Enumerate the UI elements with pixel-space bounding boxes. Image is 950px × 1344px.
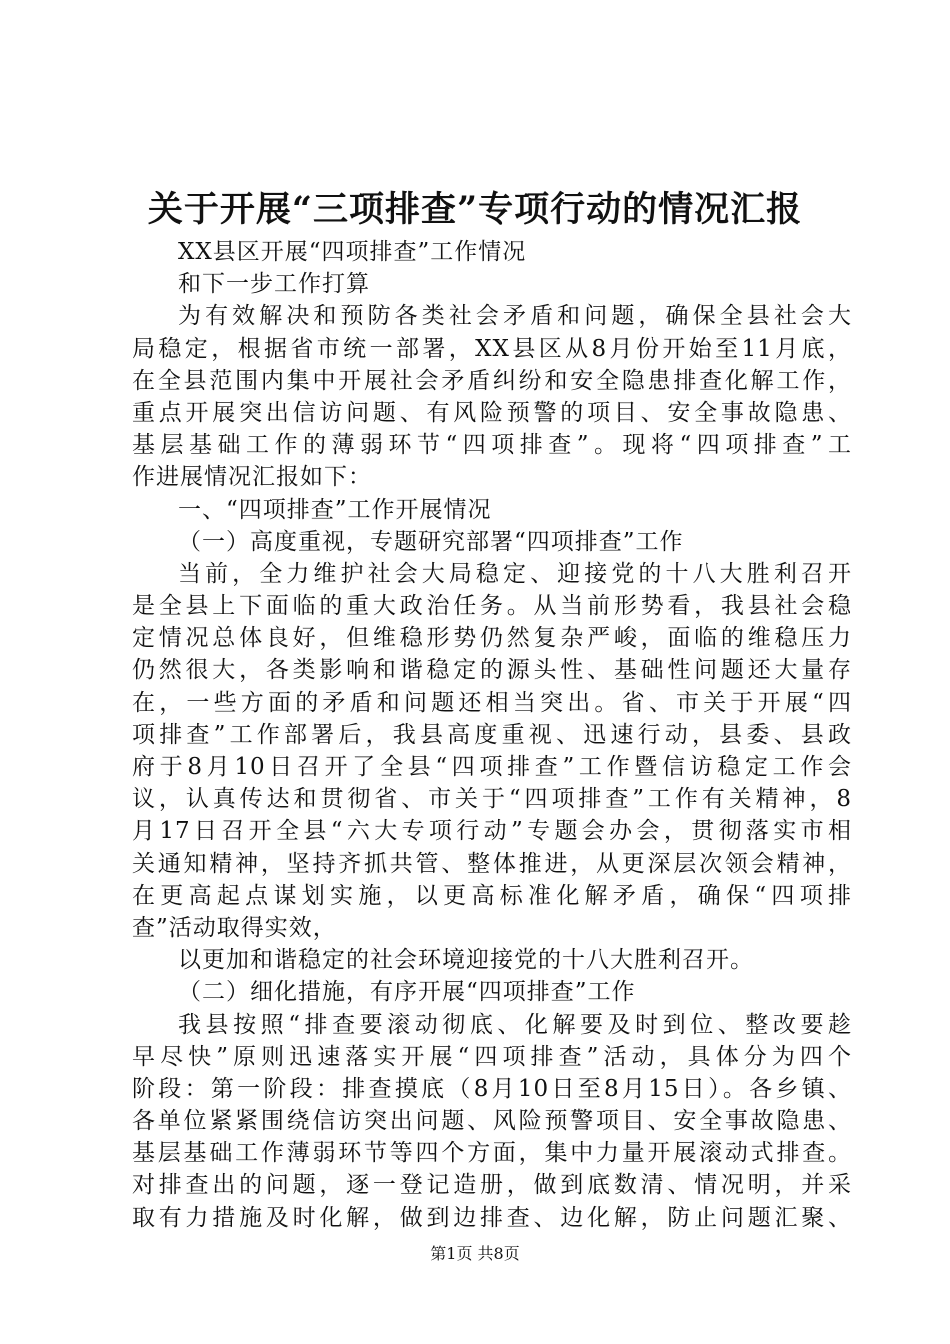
paragraph-line: 议，认真传达和贯彻省、市关于“四项排查”工作有关精神，8 <box>132 786 852 813</box>
paragraph-line: 取有力措施及时化解，做到边排查、边化解，防止问题汇聚、 <box>132 1204 852 1231</box>
page-footer: 第1页 共8页 <box>430 1244 520 1263</box>
paragraph-line: 对排查出的问题，逐一登记造册，做到底数清、情况明，并采 <box>132 1172 852 1199</box>
paragraph-line: 以更加和谐稳定的社会环境迎接党的十八大胜利召开。 <box>178 947 754 974</box>
paragraph-line: 我县按照“排查要滚动彻底、化解要及时到位、整改要趁 <box>178 1011 852 1038</box>
paragraph-line: 项排查”工作部署后，我县高度重视、迅速行动，县委、县政 <box>132 721 852 748</box>
paragraph-line: 局稳定，根据省市统一部署，XX县区从8月份开始至11月底， <box>132 335 852 362</box>
section-heading: 一、“四项排查”工作开展情况 <box>178 496 492 523</box>
subsection-heading: （一）高度重视，专题研究部署“四项排查”工作 <box>178 528 684 555</box>
paragraph-line: 月17日召开全县“六大专项行动”专题会办会，贯彻落实市相 <box>132 818 852 845</box>
paragraph-line: 关通知精神，坚持齐抓共管、整体推进，从更深层次领会精神， <box>132 850 852 877</box>
document-body <box>132 236 852 1234</box>
subtitle-line-2: 和下一步工作打算 <box>178 271 370 298</box>
paragraph-line: 基层基础工作的薄弱环节“四项排查”。现将“四项排查”工 <box>132 432 852 459</box>
paragraph-line: 在全县范围内集中开展社会矛盾纠纷和安全隐患排查化解工作， <box>132 367 852 394</box>
paragraph-line: 在，一些方面的矛盾和问题还相当突出。省、市关于开展“四 <box>132 689 852 716</box>
paragraph-line: 当前，全力维护社会大局稳定、迎接党的十八大胜利召开 <box>178 560 852 587</box>
paragraph-line: 仍然很大，各类影响和谐稳定的源头性、基础性问题还大量存 <box>132 657 852 684</box>
paragraph-line: 府于8月10日召开了全县“四项排查”工作暨信访稳定工作会 <box>132 754 852 780</box>
paragraph-line: 重点开展突出信访问题、有风险预警的项目、安全事故隐患、 <box>132 399 852 426</box>
paragraph-line: 是全县上下面临的重大政治任务。从当前形势看，我县社会稳 <box>132 593 852 620</box>
paragraph-line: 查”活动取得实效， <box>132 914 337 941</box>
paragraph-line: 定情况总体良好，但维稳形势仍然复杂严峻，面临的维稳压力 <box>132 625 852 652</box>
document-title: 关于开展“三项排查”专项行动的情况汇报 <box>147 189 803 230</box>
paragraph-line: 基层基础工作薄弱环节等四个方面，集中力量开展滚动式排查。 <box>132 1140 852 1167</box>
subtitle-line-1: XX县区开展“四项排查”工作情况 <box>178 239 527 265</box>
paragraph-line: 在更高起点谋划实施，以更高标准化解矛盾，确保“四项排 <box>132 882 852 909</box>
paragraph-line: 为有效解决和预防各类社会矛盾和问题，确保全县社会大 <box>178 303 852 330</box>
paragraph-line: 阶段：第一阶段：排查摸底（8月10日至8月15日）。各乡镇、 <box>132 1075 852 1102</box>
paragraph-line: 早尽快”原则迅速落实开展“四项排查”活动，具体分为四个 <box>132 1043 852 1070</box>
paragraph-line: 作进展情况汇报如下： <box>132 464 372 491</box>
subsection-heading: （二）细化措施，有序开展“四项排查”工作 <box>178 979 636 1006</box>
paragraph-line: 各单位紧紧围绕信访突出问题、风险预警项目、安全事故隐患、 <box>132 1108 852 1135</box>
